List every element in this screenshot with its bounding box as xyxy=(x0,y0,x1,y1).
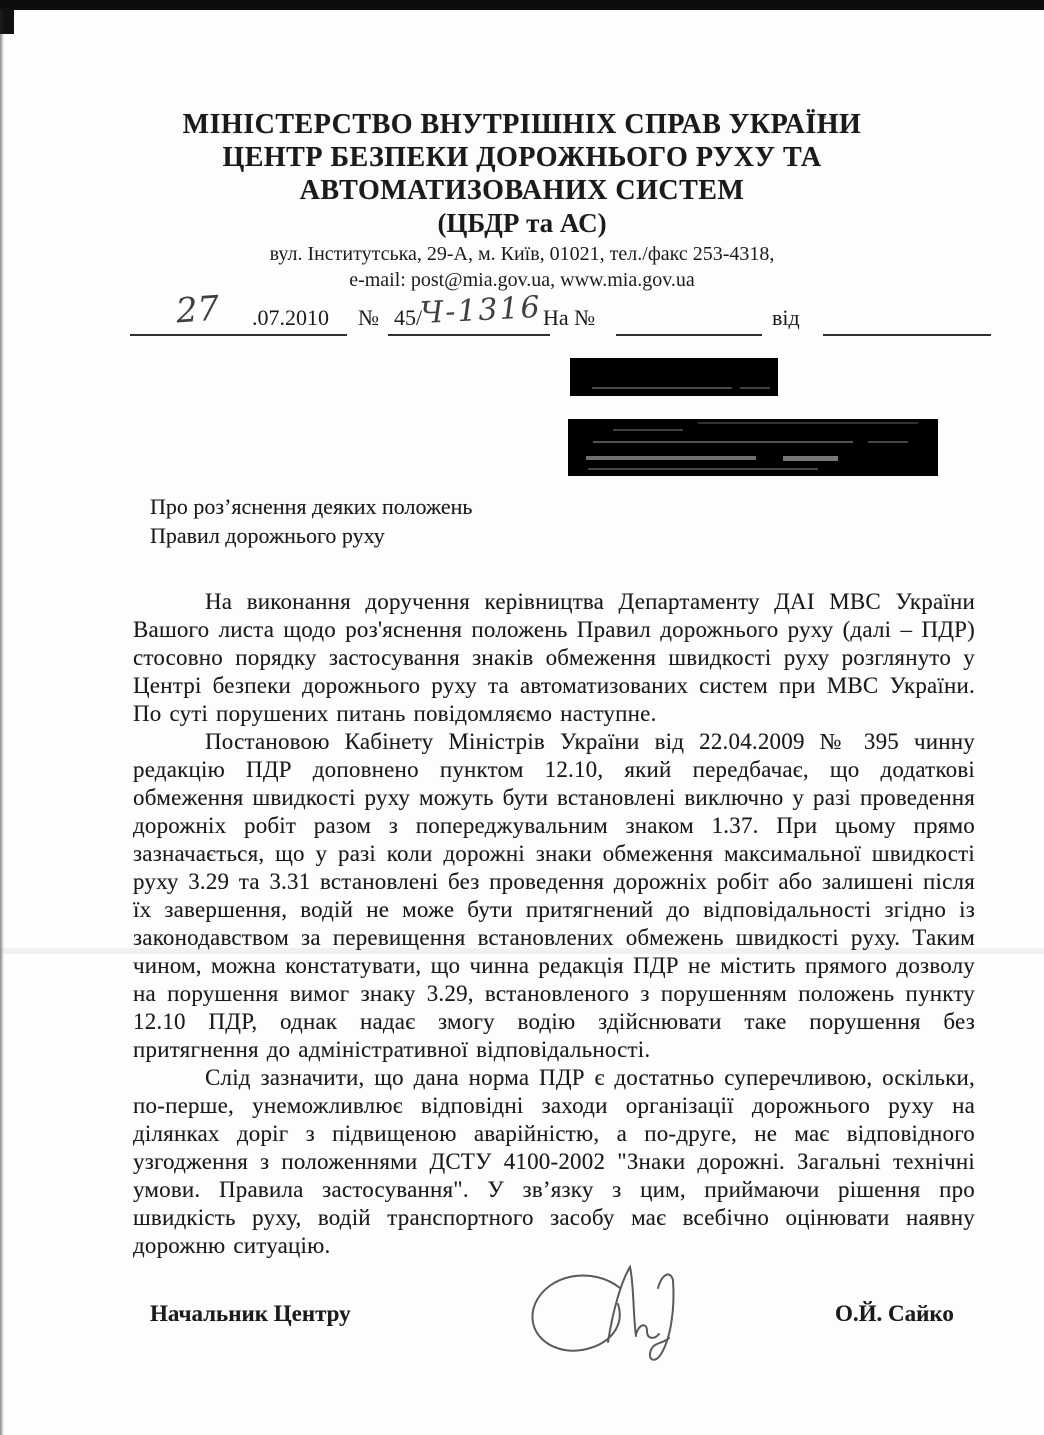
date-underline xyxy=(130,334,347,336)
signoff-position-title: Начальник Центру xyxy=(150,1301,351,1326)
handwritten-number: Ч-1316 xyxy=(419,289,543,332)
redaction-ghost-text xyxy=(613,429,683,431)
redaction-ghost-text xyxy=(740,387,770,389)
body-paragraph-2: Постановою Кабінету Міністрів України від 22.04.2009 № 395 чинну редакцію ПДР доповнено пунктом 12.10, який передбачає, що додаткові обмеження швидкості руху можуть бути встановлені виключно у разі проведення дорожніх робіт разом з попереджувальним знаком 1.37. При цьому прямо зазначається, що у разі коли дорожні знаки обмеження максимальної швидкості руху 3.29 та 3.31 встановлені без проведення дорожніх робіт або залишені після їх завершення, водій не може бути притягнений до відповідальності згідно із законодавством за перевищення встановлених обмежень швидкості руху. Таким чином, можна констатувати, що чинна редакція ПДР не містить прямого дозволу на порушення вимог знаку 3.29, встановленого з порушенням положень пункту 12.10 ПДР, однак надає змогу водію здійснювати таке порушення без притягнення до адміністративної відповідальності. xyxy=(133,729,975,1062)
handwritten-signature xyxy=(520,1258,700,1373)
redaction-block-1 xyxy=(570,358,778,396)
signoff-name: О.Й. Сайко xyxy=(835,1301,954,1326)
subject-block xyxy=(150,492,472,550)
printed-number-prefix: 45/ xyxy=(394,305,423,330)
ministry-name-line3: АВТОМАТИЗОВАНИХ СИСТЕМ xyxy=(299,175,745,206)
handwritten-day: 27 xyxy=(174,288,221,332)
organization-contacts: e-mail: post@mia.gov.ua, www.mia.gov.ua xyxy=(349,269,695,291)
body-paragraph-1: На виконання доручення керівництва Департаменту ДАІ МВС України Вашого листа щодо роз'яснення положень Правил дорожнього руху (далі – ПДР) стосовно порядку застосування знаків обмеження швидкості руху розглянуто у Центрі безпеки дорожнього руху та автоматизованих систем при МВС України. По суті порушених питань повідомляємо наступне. xyxy=(133,589,975,726)
letterhead xyxy=(0,108,1044,292)
number-underline xyxy=(388,334,550,336)
subject-line2: Правил дорожнього руху xyxy=(150,523,385,548)
redaction-ghost-text xyxy=(593,441,853,443)
redaction-ghost-text xyxy=(592,387,732,389)
reply-number-underline xyxy=(616,334,762,336)
printed-month-year: .07.2010 xyxy=(252,305,329,330)
ministry-name-line2: ЦЕНТР БЕЗПЕКИ ДОРОЖНЬОГО РУХУ ТА xyxy=(222,142,822,173)
subject-line1: Про роз’яснення деяких положень xyxy=(150,494,473,519)
redaction-ghost-text xyxy=(698,422,918,424)
number-sign: № xyxy=(358,305,379,330)
redaction-block-2 xyxy=(568,419,938,476)
redaction-ghost-text xyxy=(868,441,908,443)
reference-line xyxy=(0,288,1044,344)
letter-body xyxy=(133,588,975,1260)
reply-to-label: На № xyxy=(543,305,596,330)
body-paragraph-3: Слід зазначити, що дана норма ПДР є достатньо суперечливою, оскільки, по-перше, унеможливлює відповідні заходи організації дорожнього руху на ділянках доріг з підвищеною аварійністю, а по-друге, не має відповідного узгодження з положеннями ДСТУ 4100-2002 "Знаки дорожні. Загальні технічні умови. Правила застосування". У зв’язку з цим, приймаючи рішення про швидкість руху, водій транспортного засобу має всебічно оцінювати наявну дорожню ситуацію. xyxy=(133,1065,975,1258)
redaction-ghost-text xyxy=(586,456,756,460)
redaction-ghost-text xyxy=(588,468,818,470)
redaction-ghost-text xyxy=(783,456,838,461)
organization-abbreviation: (ЦБДР та АС) xyxy=(437,208,607,238)
organization-address: вул. Інститутська, 29-А, м. Київ, 01021, тел./факс 253-4318, xyxy=(269,243,775,265)
from-date-label: від xyxy=(772,305,800,330)
scan-top-edge-bar xyxy=(0,0,1044,10)
from-date-underline xyxy=(823,334,991,336)
ministry-name-line1: МІНІСТЕРСТВО ВНУТРІШНІХ СПРАВ УКРАЇНИ xyxy=(182,109,862,140)
